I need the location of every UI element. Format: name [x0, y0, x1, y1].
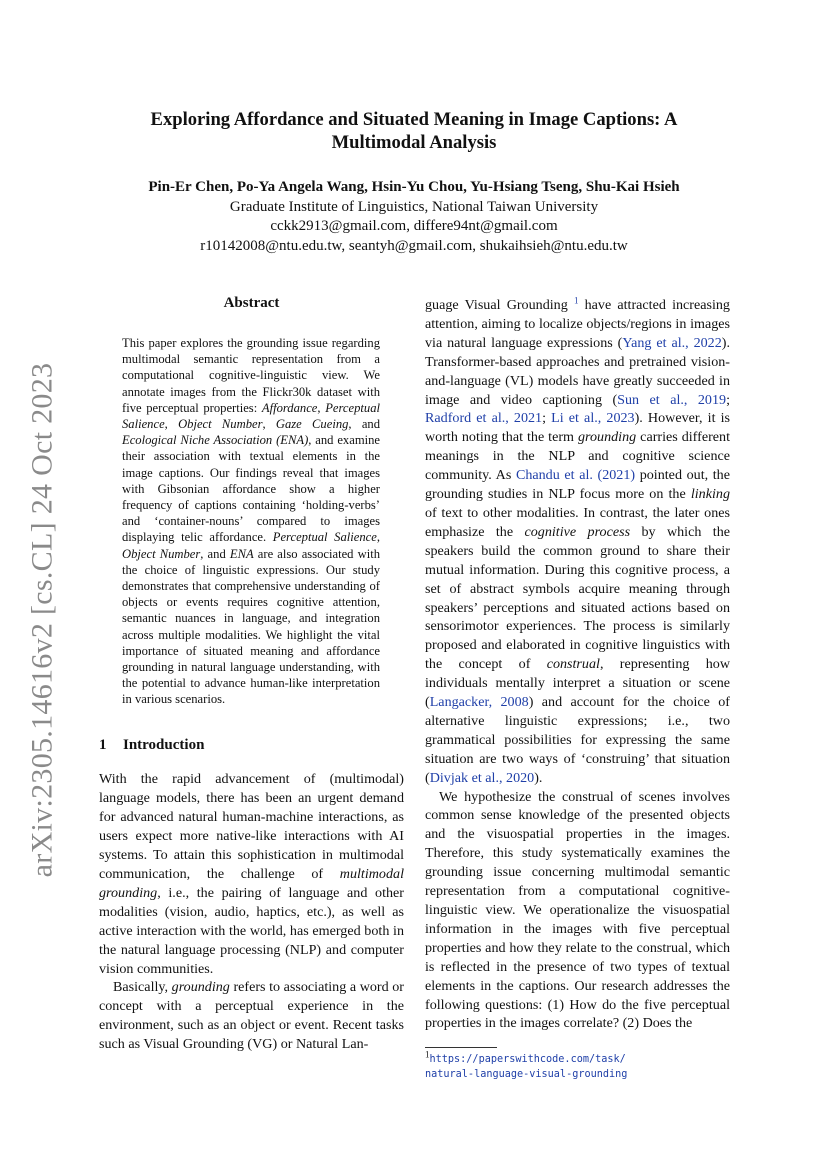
citation-link[interactable]: Radford et al., 2021 [425, 410, 543, 427]
footnote-number: 1 [425, 1049, 430, 1060]
arxiv-stamp [20, 360, 64, 880]
footnote [425, 1049, 730, 1082]
footnote-url[interactable]: https://paperswithcode.com/task/ natural-language-visual-grounding [425, 1054, 628, 1081]
intro-paragraph-2-start: Basically, grounding refers to associating a word or concept with a perceptual experience in the environment, such as an object or event. Recent tasks such as Visual Grounding (VG) or Natural Lan- [99, 979, 404, 1053]
author-emails-line-2: r10142008@ntu.edu.tw, seantyh@gmail.com, shukaihsieh@ntu.edu.tw [200, 237, 628, 254]
affiliation: Graduate Institute of Linguistics, National Taiwan University [229, 198, 599, 215]
section-title: Introduction [123, 736, 205, 753]
author-names: Pin-Er Chen, Po-Ya Angela Wang, Hsin-Yu Chou, Yu-Hsiang Tseng, Shu-Kai Hsieh [148, 179, 680, 195]
intro-paragraph-3: We hypothesize the construal of scenes involves common sense knowledge of the presented objects and the visuospatial properties in the images. Therefore, this study systematically examines the grounding issue concerning multimodal semantic representation from a computational cognitive-linguistic view. We operationalize the visuospatial information in the images with five perceptual properties and how they relate to the construal, which is reflected in the presence of two types of textual elements in the captions. Our research addresses the following questions: (1) How do the five perceptual properties in the images correlate? (2) Does the [425, 788, 730, 1032]
intro-paragraph-2-cont: guage Visual Grounding $^1$ have attracted increasing attention, aiming to localize objects/regions in images via natural language expressions (Yang et al., 2022). Transformer-based approaches and pretrained vision-and-language (VL) models have greatly succeeded in image and video captioning (Sun et al., 2019; Radford et al., 2021; Li et al., 2023). However, it is worth noting that the term grounding carries different meanings in the NLP and cognitive science community. As Chandu et al. (2021) pointed out, the grounding studies in NLP focus more on the linking of text to other modalities. In contrast, the later ones emphasize the cognitive process by which the speakers build the common ground to share their mutual information. During this cognitive process, a set of abstract symbols acquire meaning through speakers’ perceptions and situated actions based on sensorimotor experiences. The process is similarly proposed and elaborated in cognitive linguistics with the concept of construal, representing how individuals mentally interpret a situation or scene (Langacker, 2008) and account for the choice of alternative linguistic expressions; i.e., two grammatical possibilities for expressing the same situation are two ways of ‘construing’ that situation (Divjak et al., 2020). [425, 295, 731, 786]
footnote-divider [425, 1047, 497, 1048]
right-column [425, 296, 730, 1082]
citation-link[interactable]: Sun et al., 2019 [617, 391, 727, 408]
left-column [99, 294, 404, 1054]
citation-link[interactable]: Divjak et al., 2020 [429, 769, 535, 786]
paper-title: Exploring Affordance and Situated Meaning in Image Captions: A Multimodal Analysis [150, 109, 678, 153]
citation-link[interactable]: Yang et al., 2022 [622, 334, 722, 351]
section-heading-introduction [99, 736, 404, 755]
arxiv-id: arXiv:2305.14616v2 [cs.CL] 24 Oct 2023 [25, 362, 59, 878]
abstract-text: This paper explores the grounding issue regarding multimodal semantic representation from a computational cognitive-linguistic view. We annotate images from the Flickr30k dataset with five perceptual properties: Affordance, Perceptual Salience, Object Number, Gaze Cueing, and Ecological Niche Association (ENA), and examine their association with textual elements in the image captions. Our findings reveal that images with Gibsonian affordance show a higher frequency of captions containing ‘holding-verbs’ and ‘container-nouns’ compared to images displaying telic affordance. Perceptual Salience, Object Number, and ENA are also associated with the choice of linguistic expressions. Our study demonstrates that comprehensive understanding of objects or events requires cognitive attention, semantic nuances in language, and integration across multiple modalities. We highlight the vital importance of situated meaning and affordance grounding in natural language understanding, with the potential to advance human-like interpretation in various scenarios. [122, 335, 381, 707]
author-block [100, 178, 728, 256]
footnote-mark[interactable]: 1 [573, 295, 579, 306]
author-emails-line-1: cckk2913@gmail.com, differe94nt@gmail.com [270, 218, 558, 234]
citation-link[interactable]: Langacker, 2008 [429, 694, 529, 711]
intro-paragraph-1: With the rapid advancement of (multimodal) language models, there has been an urgent demand for advanced natural human-machine interactions, as users expect more native-like interactions with AI systems. To attain this sophistication in multimodal communication, the challenge of multimodal grounding, i.e., the pairing of language and other modalities (vision, audio, haptics, etc.), as well as active interaction with the world, has emerged both in the natural language processing (NLP) and computer vision communities. [99, 771, 404, 977]
citation-link[interactable]: Li et al., 2023 [551, 410, 635, 427]
section-number: 1 [99, 736, 107, 753]
abstract-heading: Abstract [223, 295, 280, 311]
citation-link[interactable]: Chandu et al. (2021) [515, 467, 636, 484]
